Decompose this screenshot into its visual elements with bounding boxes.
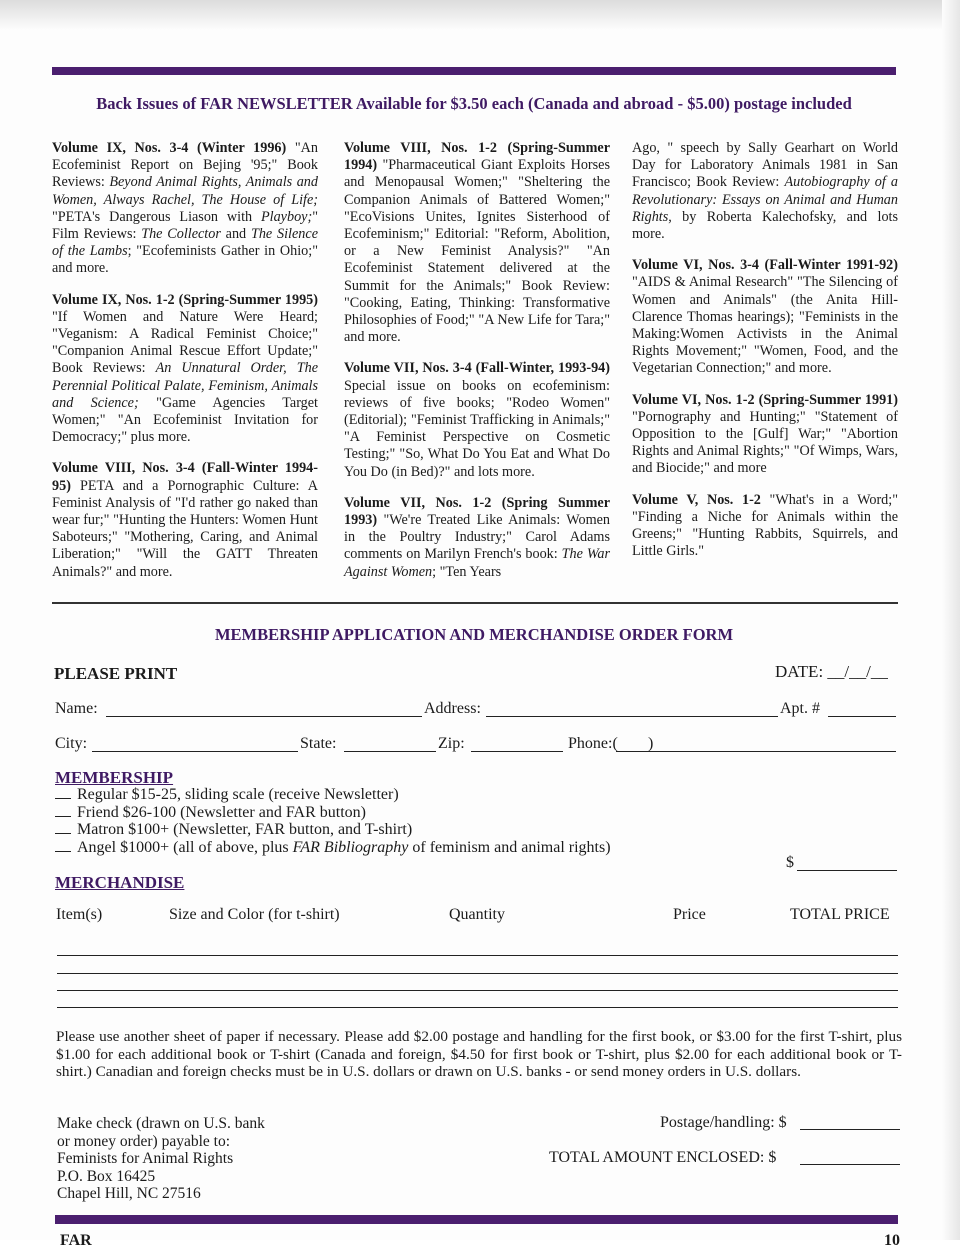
col-price: Price: [673, 906, 706, 923]
issue-entry: Volume V, Nos. 1-2 "What's in a Word;" "Finding a Niche for Animals within the Greens;" "Hunting Rabbits, Squirrels, and Little Girls.": [632, 491, 898, 560]
col-size-color: Size and Color (for t-shirt): [169, 906, 340, 923]
name-field[interactable]: [106, 716, 422, 717]
issue-entry: Volume IX, Nos. 3-4 (Winter 1996) "An Ecofeminist Report on Bejing '95;" Book Reviews: Beyond Animal Rights, Animals and Women, Always Rachel, The House of Life; "PETA's Dangerous Liason with Playboy;" Film Reviews: The Collector and The Silence of the Lambs; "Ecofeminists Gather in Ohio;" and more.: [52, 140, 318, 277]
membership-option-angel[interactable]: Angel $1000+ (all of above, plus FAR Bibliography of feminism and animal rights): [55, 839, 611, 857]
membership-option-friend[interactable]: Friend $26-100 (Newsletter and FAR button): [55, 804, 611, 822]
total-enclosed-field[interactable]: [800, 1164, 900, 1165]
col-quantity: Quantity: [449, 906, 505, 923]
city-field[interactable]: [92, 751, 298, 752]
issue-entry: Volume VI, Nos. 1-2 (Spring-Summer 1991) "Pornography and Hunting;" "Statement of Opposition to the [Gulf] War;" "Abortion Rights and Animal Rights;" "Of Wimps, Wars, and Biocide;" and more: [632, 391, 898, 477]
mailing-address: [57, 1115, 265, 1203]
membership-options: [55, 786, 611, 856]
state-label: State:: [300, 735, 337, 752]
checkbox-blank[interactable]: [55, 851, 71, 852]
zip-label: Zip:: [438, 735, 465, 752]
postage-note: Please use another sheet of paper if necessary. Please add $2.00 postage and handling for the first book, or $3.00 for the first T-shirt, plus $1.00 for each additional book or T-shirt (Canada and foreign, $4.50 for first book or T-shirt, plus $2.00 for each additional book or T-shirt.) Canadian and foreign checks must be in U.S. dollars or drawn on U.S. banks - or send money orders in U.S. dollars.: [56, 1028, 902, 1081]
checkbox-blank[interactable]: [55, 816, 71, 817]
merchandise-heading: MERCHANDISE: [55, 873, 185, 892]
order-line-2[interactable]: [57, 973, 898, 974]
page-edge-shadow: [0, 0, 960, 30]
phone-label: Phone:(: [568, 735, 618, 752]
address-line: or money order) payable to:: [57, 1132, 231, 1150]
apt-field[interactable]: [828, 716, 896, 717]
name-label: Name:: [55, 700, 98, 717]
apt-label: Apt. #: [780, 700, 820, 717]
postage-handling-field[interactable]: [800, 1129, 900, 1130]
issue-entry: Volume VII, Nos. 1-2 (Spring Summer 1993) "We're Treated Like Animals: Women in the Poultry Industry;" Carol Adams comments on Marilyn French's book: The War Against Women; "Ten Years: [344, 494, 610, 580]
bottom-accent-bar: [55, 1215, 898, 1224]
order-line-1[interactable]: [57, 955, 898, 956]
address-line: P.O. Box 16425: [57, 1167, 156, 1185]
date-field[interactable]: DATE: __/__/__: [775, 662, 888, 681]
state-field[interactable]: [344, 751, 436, 752]
address-line: Chapel Hill, NC 27516: [57, 1185, 201, 1203]
issue-entry: Ago, " speech by Sally Gearhart on World Day for Laboratory Animals 1981 in San Francisco; Book Review: Autobiography of a Revolutionary: Essays on Animal and Human Rights, by Roberta Kalechofsky, and lots more.: [632, 140, 898, 243]
column-1: [52, 140, 318, 595]
order-line-3[interactable]: [57, 990, 898, 991]
checkbox-blank[interactable]: [55, 798, 71, 799]
address-field[interactable]: [486, 716, 778, 717]
issue-entry: Volume VIII, Nos. 1-2 (Spring-Summer 1994) "Pharmaceutical Giant Exploits Horses and Menopausal Women;" "Sheltering the Companion Animals of Battered Women;" "EcoVisions Unites, Ignites Sisterhood of Ecofeminism;" Editorial: "Reform, Abolition, or a New Feminist Analysis?" "An Ecofeminist Statement delivered at the Summit for the Animals;" Book Review: "Cooking, Eating, Thinking: Transformative Philosophies of Food;" "A New Life for Tara;" and more.: [344, 140, 610, 346]
please-print-label: PLEASE PRINT: [54, 664, 178, 683]
address-label: Address:: [424, 700, 481, 717]
membership-dollar-label: $: [786, 854, 794, 871]
column-3: [632, 140, 898, 574]
issue-entry: Volume IX, Nos. 1-2 (Spring-Summer 1995) "If Women and Nature Were Heard; "Veganism: A Radical Feminist Choice;" "Companion Animal Rescue Effort Update;" Book Reviews: An Unnatural Order, The Perennial Political Palate, Feminism, Animals and Science; "Game Agencies Target Women;" "An Ecofeminist Invitation for Democracy;" plus more.: [52, 291, 319, 446]
postage-handling-label: Postage/handling: $: [660, 1114, 787, 1131]
phone-close-paren: ): [648, 735, 654, 752]
issue-entry: Volume VII, Nos. 3-4 (Fall-Winter, 1993-94) Special issue on books on ecofeminism: reviews of five books; "Rodeo Women" (Editorial); "Feminist Trafficking in Animals;" "A Feminist Perspective on Cosmetic Testing;" "So, What Do You Eat and What Do You Do (in Bed)?" and lots more.: [344, 360, 610, 480]
section-divider: [52, 602, 898, 604]
col-total-price: TOTAL PRICE: [790, 906, 890, 923]
address-line: Feminists for Animal Rights: [57, 1150, 234, 1168]
membership-option-regular[interactable]: Regular $15-25, sliding scale (receive Newsletter): [55, 786, 611, 804]
footer-page-number: 10: [884, 1232, 900, 1249]
checkbox-blank[interactable]: [55, 833, 71, 834]
order-line-4[interactable]: [57, 1007, 898, 1008]
zip-field[interactable]: [471, 751, 563, 752]
address-line: Make check (drawn on U.S. bank: [57, 1115, 265, 1132]
column-2: [344, 140, 610, 595]
phone-field[interactable]: [616, 751, 896, 752]
back-issues-header: Back Issues of FAR NEWSLETTER Available for $3.50 each (Canada and abroad - $5.00) postage included: [96, 94, 852, 113]
col-items: Item(s): [56, 906, 103, 923]
footer-publication: FAR: [60, 1232, 92, 1249]
membership-amount-field[interactable]: [797, 870, 897, 871]
city-label: City:: [55, 735, 88, 752]
top-accent-bar: [52, 67, 896, 75]
form-title: MEMBERSHIP APPLICATION AND MERCHANDISE ORDER FORM: [214, 625, 734, 644]
total-enclosed-label: TOTAL AMOUNT ENCLOSED: $: [549, 1149, 777, 1166]
page-right-edge: [942, 0, 960, 1240]
issue-entry: Volume VIII, Nos. 3-4 (Fall-Winter 1994-95) PETA and a Pornographic Culture: A Feminist Analysis of "I'd rather go naked than wear fur;" "Hunting the Hunters: Women Hunt Saboteurs;" "Mothering, Caring, and Animal Liberation;" "Will the GATT Threaten Animals?" and more.: [52, 460, 318, 580]
back-issues-columns: [52, 140, 900, 595]
issue-entry: Volume VI, Nos. 3-4 (Fall-Winter 1991-92) "AIDS & Animal Research" "The Silencing of Women and Animals" (the Anita Hill- Clarence Thomas hearings); "Feminists in the Making:Women Activists in the Animal Rights Movement;" "Women, Food, and the Vegetarian Connection;" and more.: [632, 257, 898, 377]
membership-heading: MEMBERSHIP: [55, 768, 174, 787]
membership-option-matron[interactable]: Matron $100+ (Newsletter, FAR button, and T-shirt): [55, 821, 611, 839]
